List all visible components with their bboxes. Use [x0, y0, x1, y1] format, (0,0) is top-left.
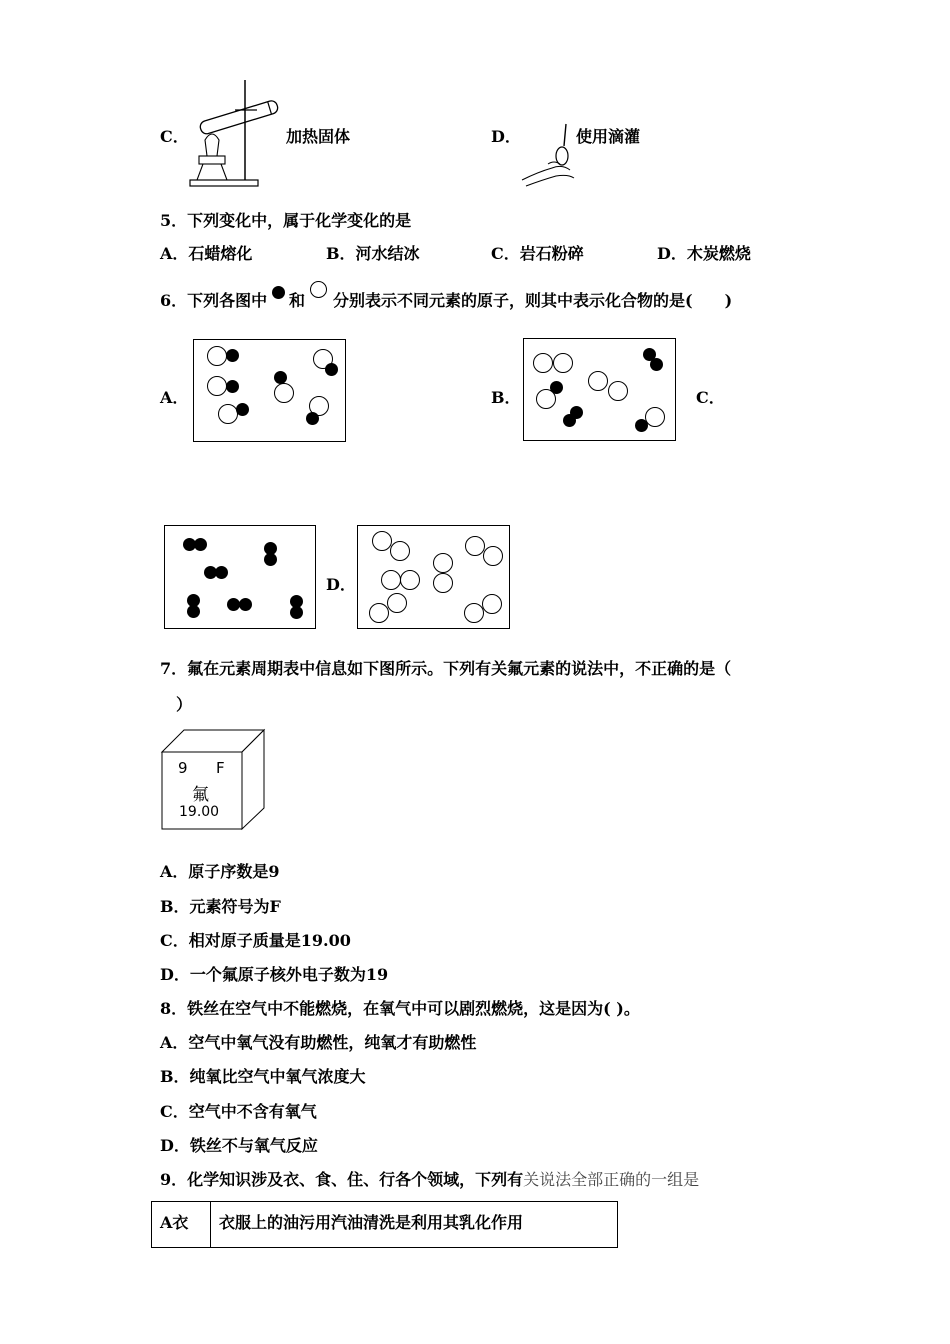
black-atom — [239, 598, 252, 611]
q4-option-d-letter: D． — [491, 127, 521, 146]
black-atom — [563, 414, 576, 427]
white-atom — [372, 531, 392, 551]
black-atom — [226, 380, 239, 393]
q8-option-c: C．空气中不含有氧气 — [160, 1102, 317, 1121]
black-atom — [264, 553, 277, 566]
q5-option-b: B．河水结冰 — [326, 244, 420, 263]
q6-option-a-label: A． — [160, 388, 189, 407]
white-atom — [483, 546, 503, 566]
q6-option-a-diagram — [193, 339, 346, 442]
white-atom — [433, 553, 453, 573]
white-atom — [533, 353, 553, 373]
white-atom — [369, 603, 389, 623]
white-atom — [207, 346, 227, 366]
q5-option-a: A．石蜡熔化 — [160, 244, 253, 263]
q6-option-b-label: B． — [491, 388, 521, 407]
black-atom-legend-icon — [272, 286, 285, 299]
q8-option-a: A．空气中氧气没有助燃性，纯氧才有助燃性 — [160, 1033, 477, 1052]
black-atom — [187, 605, 200, 618]
element-atomic-number: 9 — [178, 759, 188, 777]
black-atom — [306, 412, 319, 425]
white-atom — [553, 353, 573, 373]
black-atom — [290, 606, 303, 619]
white-atom — [608, 381, 628, 401]
q4-option-c-text: 加热固体 — [286, 127, 351, 146]
q7-stem-close: ） — [176, 695, 193, 714]
q8-option-d: D．铁丝不与氧气反应 — [160, 1136, 318, 1155]
black-atom — [635, 419, 648, 432]
q9-row-body: 衣服上的油污用汽油清洗是利用其乳化作用 — [211, 1202, 618, 1248]
q9-options-table — [151, 1201, 618, 1248]
q6-option-c-diagram — [164, 525, 316, 629]
q9-stem: 9．化学知识涉及衣、食、住、行各个领域，下列有关说法全部正确的一组是 — [160, 1170, 700, 1189]
fluorine-element-card — [160, 728, 266, 831]
q7-option-b: B．元素符号为F — [160, 897, 281, 916]
white-atom — [433, 573, 453, 593]
q7-option-a: A．原子序数是9 — [160, 862, 280, 881]
white-atom — [645, 407, 665, 427]
q6-stem-and: 和 — [289, 291, 306, 310]
q8-option-b: B．纯氧比空气中氧气浓度大 — [160, 1067, 366, 1086]
black-atom — [650, 358, 663, 371]
q5-stem: 5．下列变化中，属于化学变化的是 — [160, 211, 412, 230]
white-atom — [387, 593, 407, 613]
black-atom — [236, 403, 249, 416]
q7-stem: 7．氟在元素周期表中信息如下图所示。下列有关氟元素的说法中，不正确的是（ — [160, 659, 732, 678]
q6-option-d-diagram — [357, 525, 510, 629]
q6-option-d-label: D． — [326, 575, 356, 594]
dropper-apparatus-figure — [518, 120, 578, 190]
element-name: 氟 — [192, 785, 209, 805]
q5-option-c: C．岩石粉碎 — [491, 244, 584, 263]
q4-option-d-text: 使用滴灌 — [576, 127, 641, 146]
q9-row-head: A衣 — [152, 1202, 211, 1248]
white-atom — [400, 570, 420, 590]
black-atom — [226, 349, 239, 362]
q7-option-c: C．相对原子质量是19.00 — [160, 931, 351, 950]
black-atom — [274, 371, 287, 384]
white-atom — [207, 376, 227, 396]
black-atom — [325, 363, 338, 376]
white-atom — [390, 541, 410, 561]
q6-stem-start: 6．下列各图中 — [160, 291, 268, 310]
q8-stem: 8．铁丝在空气中不能燃烧，在氧气中可以剧烈燃烧，这是因为( )。 — [160, 999, 640, 1018]
white-atom-legend-icon — [310, 281, 327, 298]
table-row — [152, 1202, 618, 1248]
q4-option-c-letter: C． — [160, 127, 189, 146]
q5-option-d: D．木炭燃烧 — [657, 244, 751, 263]
white-atom — [464, 603, 484, 623]
element-symbol: F — [216, 759, 225, 777]
white-atom — [381, 570, 401, 590]
white-atom — [482, 594, 502, 614]
element-atomic-mass: 19.00 — [179, 804, 220, 820]
black-atom — [215, 566, 228, 579]
q6-option-c-label: C． — [696, 388, 725, 407]
heating-solid-apparatus-figure — [185, 78, 285, 190]
q6-stem-end: 分别表示不同元素的原子，则其中表示化合物的是( ) — [333, 291, 733, 310]
white-atom — [588, 371, 608, 391]
black-atom — [194, 538, 207, 551]
white-atom — [536, 389, 556, 409]
white-atom — [465, 536, 485, 556]
white-atom — [218, 404, 238, 424]
white-atom — [274, 383, 294, 403]
q6-option-b-diagram — [523, 338, 676, 441]
q7-option-d: D．一个氟原子核外电子数为19 — [160, 965, 389, 984]
